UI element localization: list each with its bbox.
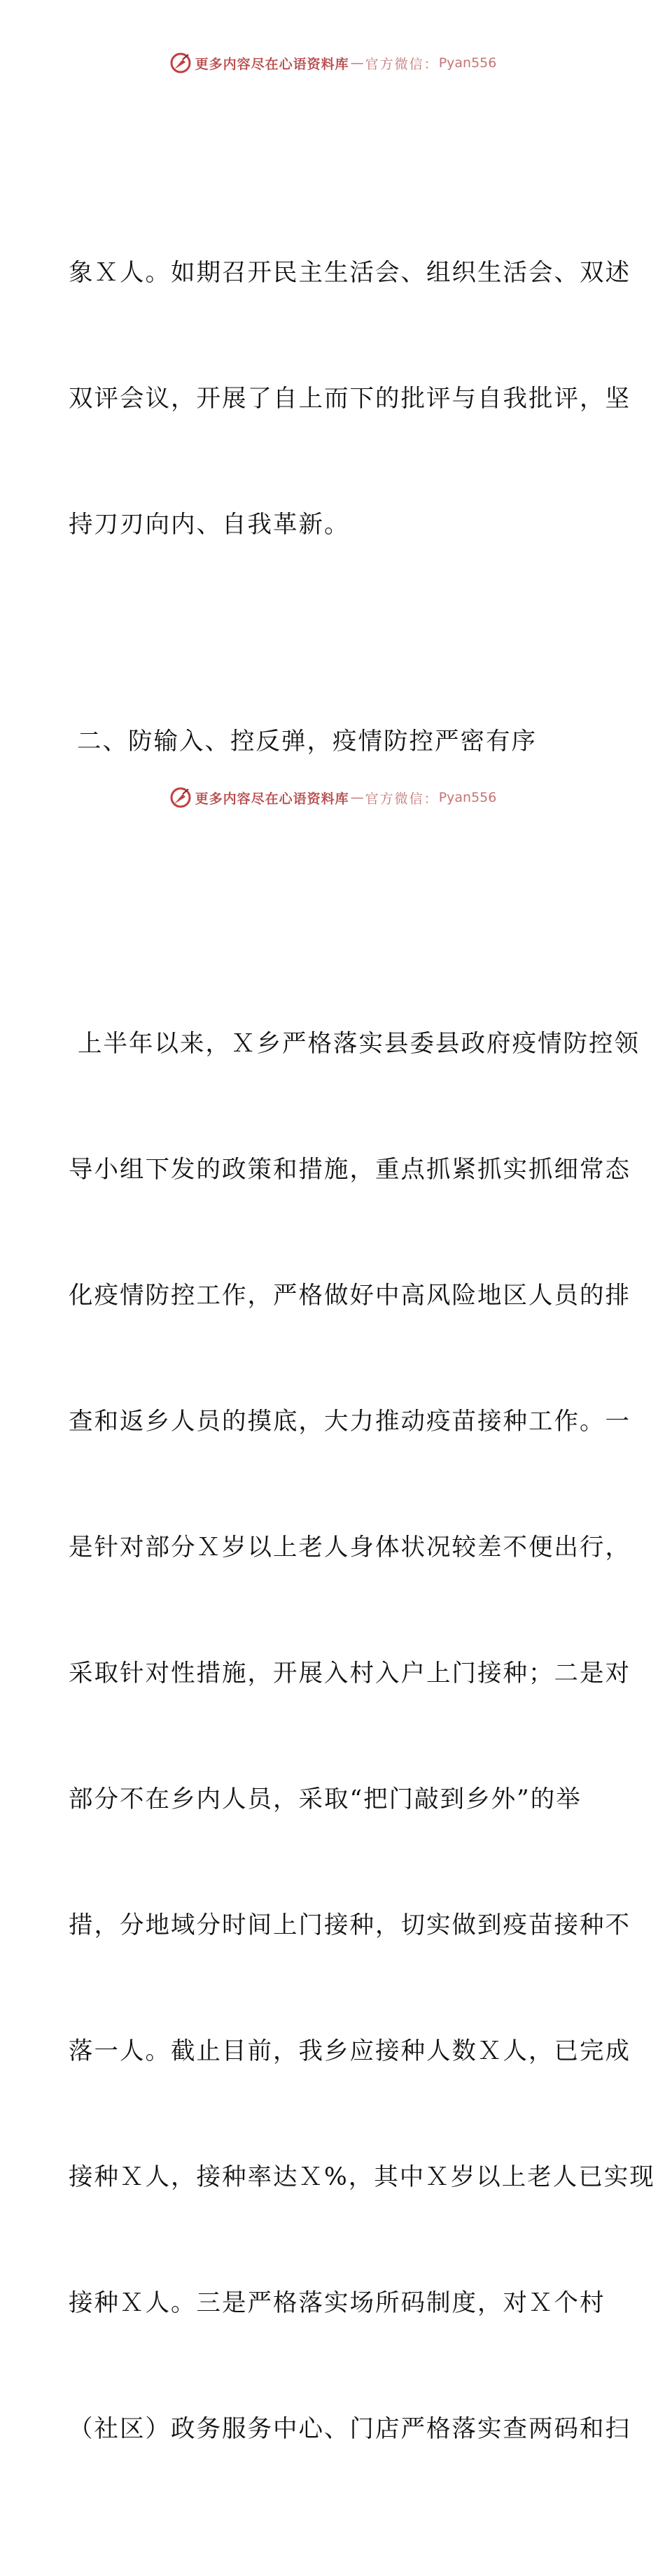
text-line: 部分不在乡内人员，采取“把门敲到乡外”的举 [69, 1785, 582, 1813]
footer-banner [0, 784, 665, 812]
text-line: 象Ｘ人。如期召开民主生活会、组织生活会、双述 [69, 259, 631, 287]
text-line: 措，分地域分时间上门接种，切实做到疫苗接种不 [69, 1911, 631, 1939]
text-line: 接种Ｘ人。三是严格落实场所码制度，对Ｘ个村 [69, 2289, 606, 2317]
header-wechat-id: Pyan556 [438, 55, 497, 71]
document-body [69, 84, 655, 2576]
quill-logo-icon [169, 786, 192, 809]
paragraph [69, 939, 655, 2534]
footer-wechat-label: 官方微信： [365, 791, 439, 807]
text-line: 落一人。截止目前，我乡应接种人数Ｘ人，已完成 [69, 2037, 631, 2065]
text-line: 上半年以来，Ｘ乡严格落实县委县政府疫情防控领 [69, 1030, 640, 1058]
text-line: 查和返乡人员的摸底，大力推动疫苗接种工作。一 [69, 1408, 631, 1436]
header-wechat-label: 官方微信： [365, 56, 439, 72]
footer-separator: — [350, 790, 364, 805]
quill-logo-icon [169, 51, 192, 75]
header-separator: — [350, 55, 364, 71]
text-line: 采取针对性措施，开展入村入户上门接种；二是对 [69, 1659, 631, 1687]
text-line: 导小组下发的政策和措施，重点抓紧抓实抓细常态 [69, 1156, 631, 1184]
footer-wechat-id: Pyan556 [438, 790, 497, 805]
text-line: 双评会议，开展了自上而下的批评与自我批评，坚 [69, 385, 631, 413]
paragraph-continued [69, 168, 631, 630]
text-line: 持刀刃向内、自我革新。 [69, 511, 350, 539]
header-banner [0, 49, 665, 77]
section-heading: 二、防输入、控反弹，疫情防控严密有序 [77, 728, 537, 756]
text-line: 是针对部分Ｘ岁以上老人身体状况较差不便出行， [69, 1534, 631, 1562]
text-line: 化疫情防控工作，严格做好中高风险地区人员的排 [69, 1282, 631, 1310]
text-line: （社区）政务服务中心、门店严格落实查两码和扫 [69, 2415, 631, 2443]
text-line: 接种Ｘ人，接种率达Ｘ%，其中Ｘ岁以上老人已实现 [69, 2163, 655, 2191]
footer-brand-text: 更多内容尽在心语资料库 [195, 791, 349, 807]
header-brand-text: 更多内容尽在心语资料库 [195, 56, 349, 72]
